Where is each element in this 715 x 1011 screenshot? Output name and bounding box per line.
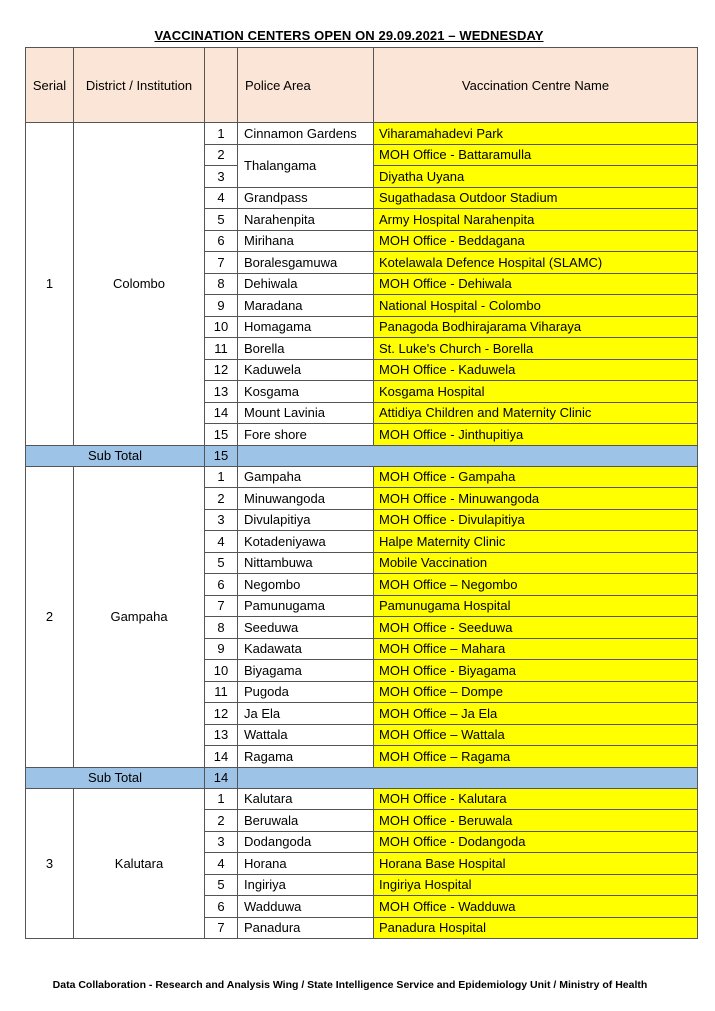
police-area-cell: Dodangoda bbox=[238, 831, 374, 853]
subtotal-row bbox=[26, 767, 698, 788]
police-area-cell: Wattala bbox=[238, 724, 374, 746]
police-area-cell: Ja Ela bbox=[238, 703, 374, 725]
centre-name-cell: MOH Office - Minuwangoda bbox=[374, 488, 698, 510]
police-area-cell: Divulapitiya bbox=[238, 509, 374, 531]
police-area-cell: Biyagama bbox=[238, 660, 374, 682]
centre-name-cell: MOH Office – Ragama bbox=[374, 746, 698, 768]
police-area-cell: Minuwangoda bbox=[238, 488, 374, 510]
police-area-cell: Grandpass bbox=[238, 187, 374, 209]
table-body bbox=[26, 123, 698, 939]
header-blank bbox=[205, 48, 238, 123]
subtotal-empty bbox=[238, 767, 698, 788]
table-row bbox=[26, 466, 698, 488]
row-number-cell: 14 bbox=[205, 402, 238, 424]
header-centre-name: Vaccination Centre Name bbox=[374, 48, 698, 123]
centre-name-cell: MOH Office - Wadduwa bbox=[374, 896, 698, 918]
row-number-cell: 5 bbox=[205, 209, 238, 231]
centre-name-cell: Sugathadasa Outdoor Stadium bbox=[374, 187, 698, 209]
centre-name-cell: St. Luke's Church - Borella bbox=[374, 338, 698, 360]
centre-name-cell: MOH Office – Ja Ela bbox=[374, 703, 698, 725]
police-area-cell: Kotadeniyawa bbox=[238, 531, 374, 553]
subtotal-label: Sub Total bbox=[26, 767, 205, 788]
centre-name-cell: MOH Office - Kaduwela bbox=[374, 359, 698, 381]
centre-name-cell: MOH Office – Dompe bbox=[374, 681, 698, 703]
table-header-row bbox=[26, 48, 698, 123]
row-number-cell: 1 bbox=[205, 788, 238, 810]
centre-name-cell: Pamunugama Hospital bbox=[374, 595, 698, 617]
police-area-cell: Horana bbox=[238, 853, 374, 875]
row-number-cell: 3 bbox=[205, 509, 238, 531]
row-number-cell: 11 bbox=[205, 681, 238, 703]
row-number-cell: 11 bbox=[205, 338, 238, 360]
subtotal-row bbox=[26, 445, 698, 466]
police-area-cell: Seeduwa bbox=[238, 617, 374, 639]
row-number-cell: 4 bbox=[205, 531, 238, 553]
row-number-cell: 14 bbox=[205, 746, 238, 768]
centre-name-cell: Halpe Maternity Clinic bbox=[374, 531, 698, 553]
header-police-area: Police Area bbox=[238, 48, 374, 123]
centre-name-cell: Army Hospital Narahenpita bbox=[374, 209, 698, 231]
subtotal-label: Sub Total bbox=[26, 445, 205, 466]
centre-name-cell: MOH Office – Mahara bbox=[374, 638, 698, 660]
police-area-cell: Maradana bbox=[238, 295, 374, 317]
police-area-cell: Nittambuwa bbox=[238, 552, 374, 574]
row-number-cell: 1 bbox=[205, 123, 238, 145]
district-cell: Colombo bbox=[74, 123, 205, 446]
row-number-cell: 10 bbox=[205, 316, 238, 338]
centre-name-cell: MOH Office - Battaramulla bbox=[374, 144, 698, 166]
row-number-cell: 1 bbox=[205, 466, 238, 488]
row-number-cell: 12 bbox=[205, 703, 238, 725]
header-serial: Serial bbox=[26, 48, 74, 123]
header-district: District / Institution bbox=[74, 48, 205, 123]
centre-name-cell: MOH Office - Dehiwala bbox=[374, 273, 698, 295]
serial-cell: 1 bbox=[26, 123, 74, 446]
table-row bbox=[26, 788, 698, 810]
centre-name-cell: MOH Office - Beruwala bbox=[374, 810, 698, 832]
row-number-cell: 4 bbox=[205, 187, 238, 209]
centre-name-cell: Panadura Hospital bbox=[374, 917, 698, 939]
police-area-cell: Kosgama bbox=[238, 381, 374, 403]
serial-cell: 3 bbox=[26, 788, 74, 939]
centre-name-cell: Mobile Vaccination bbox=[374, 552, 698, 574]
police-area-cell: Fore shore bbox=[238, 424, 374, 446]
centre-name-cell: National Hospital - Colombo bbox=[374, 295, 698, 317]
row-number-cell: 8 bbox=[205, 273, 238, 295]
police-area-cell: Kadawata bbox=[238, 638, 374, 660]
row-number-cell: 13 bbox=[205, 724, 238, 746]
district-cell: Kalutara bbox=[74, 788, 205, 939]
row-number-cell: 12 bbox=[205, 359, 238, 381]
centre-name-cell: Ingiriya Hospital bbox=[374, 874, 698, 896]
row-number-cell: 3 bbox=[205, 831, 238, 853]
police-area-cell: Panadura bbox=[238, 917, 374, 939]
row-number-cell: 7 bbox=[205, 595, 238, 617]
row-number-cell: 6 bbox=[205, 574, 238, 596]
row-number-cell: 10 bbox=[205, 660, 238, 682]
police-area-cell: Thalangama bbox=[238, 144, 374, 187]
row-number-cell: 13 bbox=[205, 381, 238, 403]
police-area-cell: Mirihana bbox=[238, 230, 374, 252]
row-number-cell: 2 bbox=[205, 810, 238, 832]
table-row bbox=[26, 123, 698, 145]
row-number-cell: 9 bbox=[205, 638, 238, 660]
police-area-cell: Kaduwela bbox=[238, 359, 374, 381]
serial-cell: 2 bbox=[26, 466, 74, 767]
police-area-cell: Wadduwa bbox=[238, 896, 374, 918]
police-area-cell: Boralesgamuwa bbox=[238, 252, 374, 274]
centre-name-cell: MOH Office – Negombo bbox=[374, 574, 698, 596]
centre-name-cell: MOH Office - Beddagana bbox=[374, 230, 698, 252]
centre-name-cell: MOH Office - Seeduwa bbox=[374, 617, 698, 639]
police-area-cell: Cinnamon Gardens bbox=[238, 123, 374, 145]
row-number-cell: 2 bbox=[205, 144, 238, 166]
centre-name-cell: MOH Office - Divulapitiya bbox=[374, 509, 698, 531]
row-number-cell: 2 bbox=[205, 488, 238, 510]
row-number-cell: 7 bbox=[205, 917, 238, 939]
police-area-cell: Beruwala bbox=[238, 810, 374, 832]
police-area-cell: Narahenpita bbox=[238, 209, 374, 231]
police-area-cell: Dehiwala bbox=[238, 273, 374, 295]
district-cell: Gampaha bbox=[74, 466, 205, 767]
centre-name-cell: Viharamahadevi Park bbox=[374, 123, 698, 145]
police-area-cell: Ingiriya bbox=[238, 874, 374, 896]
police-area-cell: Pugoda bbox=[238, 681, 374, 703]
centre-name-cell: MOH Office - Dodangoda bbox=[374, 831, 698, 853]
police-area-cell: Mount Lavinia bbox=[238, 402, 374, 424]
row-number-cell: 4 bbox=[205, 853, 238, 875]
subtotal-empty bbox=[238, 445, 698, 466]
centre-name-cell: MOH Office - Biyagama bbox=[374, 660, 698, 682]
centre-name-cell: MOH Office - Gampaha bbox=[374, 466, 698, 488]
centre-name-cell: Horana Base Hospital bbox=[374, 853, 698, 875]
row-number-cell: 5 bbox=[205, 874, 238, 896]
row-number-cell: 9 bbox=[205, 295, 238, 317]
centre-name-cell: Diyatha Uyana bbox=[374, 166, 698, 188]
vaccination-centres-table bbox=[25, 47, 698, 939]
row-number-cell: 6 bbox=[205, 896, 238, 918]
police-area-cell: Ragama bbox=[238, 746, 374, 768]
centre-name-cell: Attidiya Children and Maternity Clinic bbox=[374, 402, 698, 424]
centre-name-cell: MOH Office – Wattala bbox=[374, 724, 698, 746]
centre-name-cell: Panagoda Bodhirajarama Viharaya bbox=[374, 316, 698, 338]
row-number-cell: 7 bbox=[205, 252, 238, 274]
police-area-cell: Borella bbox=[238, 338, 374, 360]
subtotal-value: 15 bbox=[205, 445, 238, 466]
centre-name-cell: Kotelawala Defence Hospital (SLAMC) bbox=[374, 252, 698, 274]
document-title: VACCINATION CENTERS OPEN ON 29.09.2021 – WEDNESDAY bbox=[154, 28, 544, 43]
row-number-cell: 6 bbox=[205, 230, 238, 252]
row-number-cell: 15 bbox=[205, 424, 238, 446]
police-area-cell: Pamunugama bbox=[238, 595, 374, 617]
police-area-cell: Kalutara bbox=[238, 788, 374, 810]
centre-name-cell: MOH Office - Jinthupitiya bbox=[374, 424, 698, 446]
subtotal-value: 14 bbox=[205, 767, 238, 788]
police-area-cell: Homagama bbox=[238, 316, 374, 338]
row-number-cell: 3 bbox=[205, 166, 238, 188]
centre-name-cell: MOH Office - Kalutara bbox=[374, 788, 698, 810]
row-number-cell: 8 bbox=[205, 617, 238, 639]
row-number-cell: 5 bbox=[205, 552, 238, 574]
footer-credit: Data Collaboration - Research and Analysis Wing / State Intelligence Service and Epidemiology Unit / Ministry of Health bbox=[52, 979, 648, 991]
police-area-cell: Negombo bbox=[238, 574, 374, 596]
centre-name-cell: Kosgama Hospital bbox=[374, 381, 698, 403]
police-area-cell: Gampaha bbox=[238, 466, 374, 488]
